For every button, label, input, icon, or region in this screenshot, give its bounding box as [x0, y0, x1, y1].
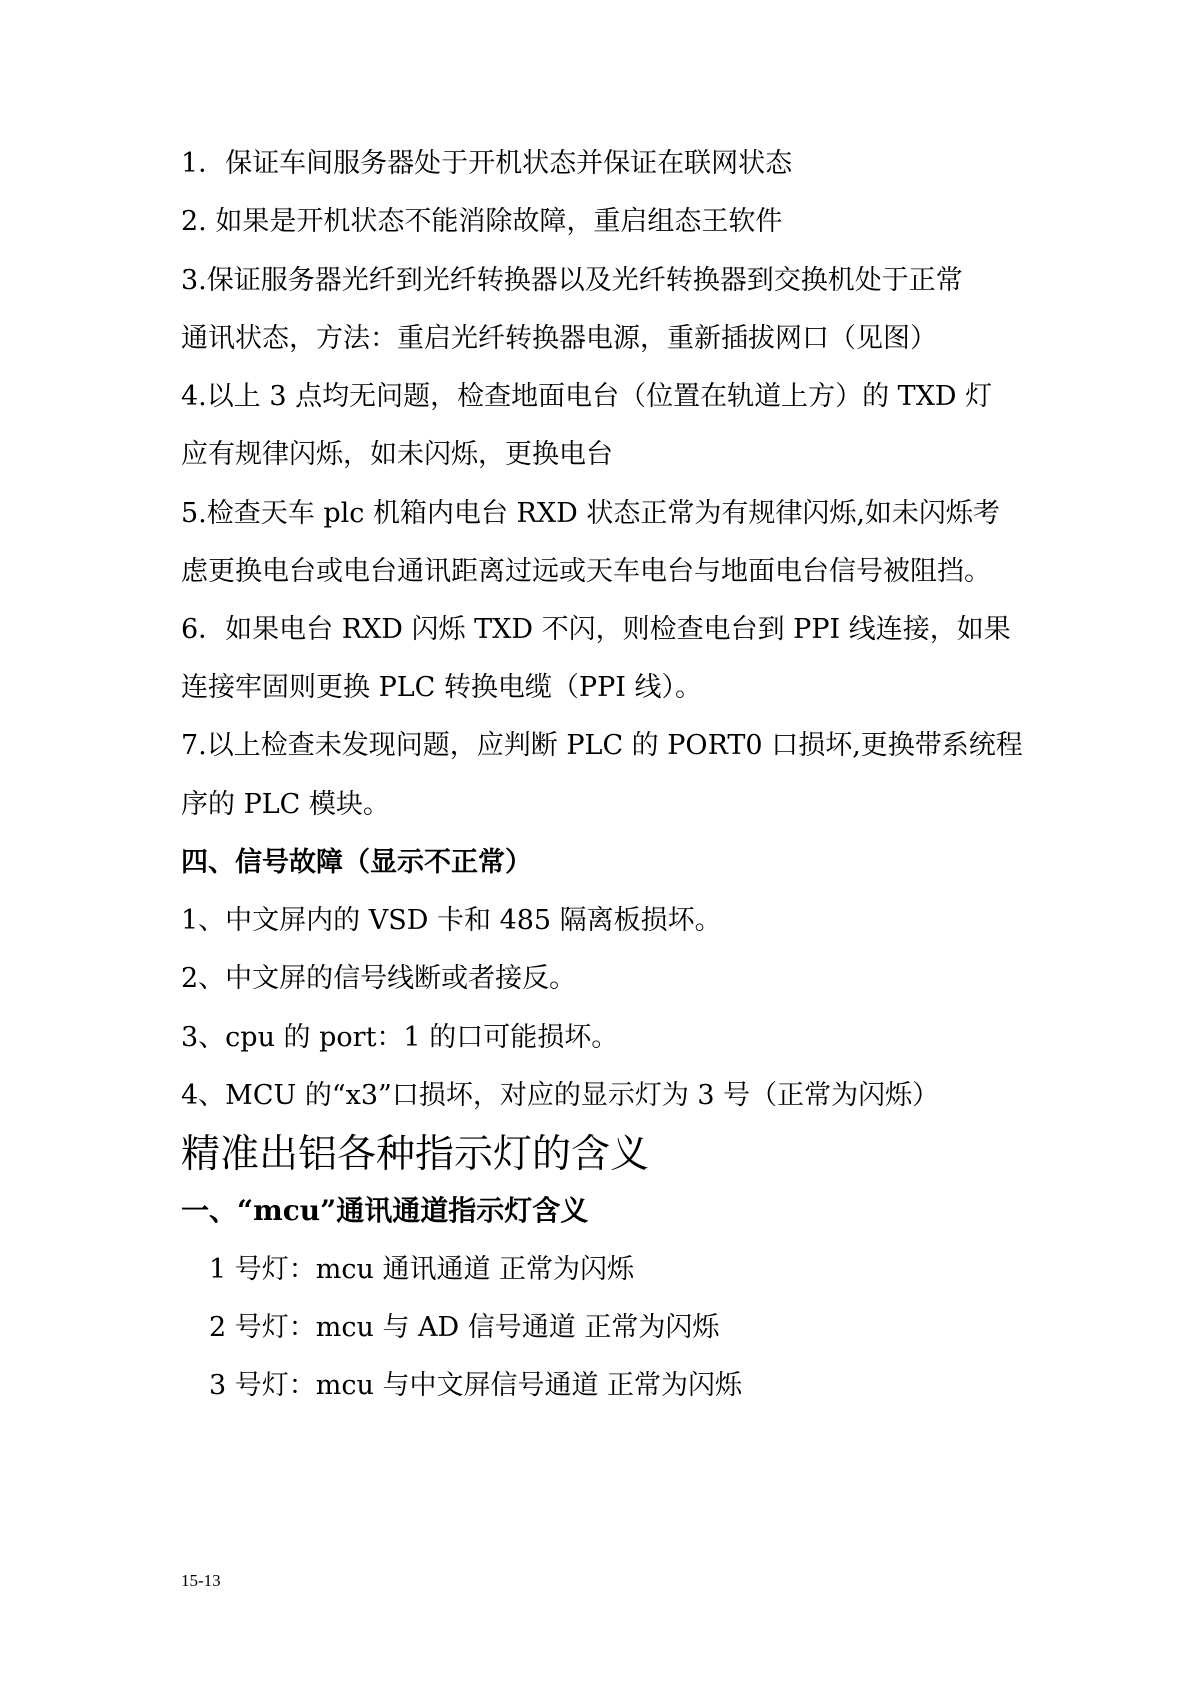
page-number: 15-13: [181, 1571, 221, 1590]
fault-step-line: 3.保证服务器光纤到光纤转换器以及光纤转换器到交换机处于正常: [181, 265, 963, 296]
signal-fault-item: 1、中文屏内的 VSD 卡和 485 隔离板损坏。: [181, 905, 722, 936]
fault-step-line: 2. 如果是开机状态不能消除故障，重启组态王软件: [181, 206, 783, 237]
mcu-light-item: 1 号灯：mcu 通讯通道 正常为闪烁: [209, 1254, 635, 1285]
fault-step-line: 4.以上 3 点均无问题，检查地面电台（位置在轨道上方）的 TXD 灯: [181, 381, 993, 412]
mcu-light-item: 2 号灯：mcu 与 AD 信号通道 正常为闪烁: [209, 1312, 720, 1343]
mcu-light-item: 3 号灯：mcu 与中文屏信号通道 正常为闪烁: [209, 1370, 743, 1401]
fault-step-line: 通讯状态，方法：重启光纤转换器电源，重新插拔网口（见图）: [181, 323, 937, 354]
fault-step-line: 6．如果电台 RXD 闪烁 TXD 不闪，则检查电台到 PPI 线连接，如果: [181, 614, 1011, 645]
fault-step-line: 7.以上检查未发现问题，应判断 PLC 的 PORT0 口损坏,更换带系统程: [181, 730, 1023, 761]
fault-step-line: 虑更换电台或电台通讯距离过远或天车电台与地面电台信号被阻挡。: [181, 556, 991, 587]
fault-step-line: 应有规律闪烁，如未闪烁，更换电台: [181, 439, 613, 470]
signal-fault-item: 2、中文屏的信号线断或者接反。: [181, 963, 577, 994]
signal-fault-heading: 四、信号故障（显示不正常）: [181, 847, 532, 878]
signal-fault-item: 3、cpu 的 port：1 的口可能损坏。: [181, 1022, 619, 1053]
fault-step-line: 序的 PLC 模块。: [181, 789, 390, 820]
fault-step-line: 5.检查天车 plc 机箱内电台 RXD 状态正常为有规律闪烁,如未闪烁考: [181, 498, 1000, 529]
fault-step-line: 1．保证车间服务器处于开机状态并保证在联网状态: [181, 148, 793, 179]
fault-step-line: 连接牢固则更换 PLC 转换电缆（PPI 线）。: [181, 672, 703, 703]
section-title: 精准出铝各种指示灯的含义: [181, 1132, 650, 1177]
signal-fault-item: 4、MCU 的“x3”口损坏，对应的显示灯为 3 号（正常为闪烁）: [181, 1080, 940, 1111]
mcu-section-heading: 一、“mcu”通讯通道指示灯含义: [181, 1194, 589, 1227]
